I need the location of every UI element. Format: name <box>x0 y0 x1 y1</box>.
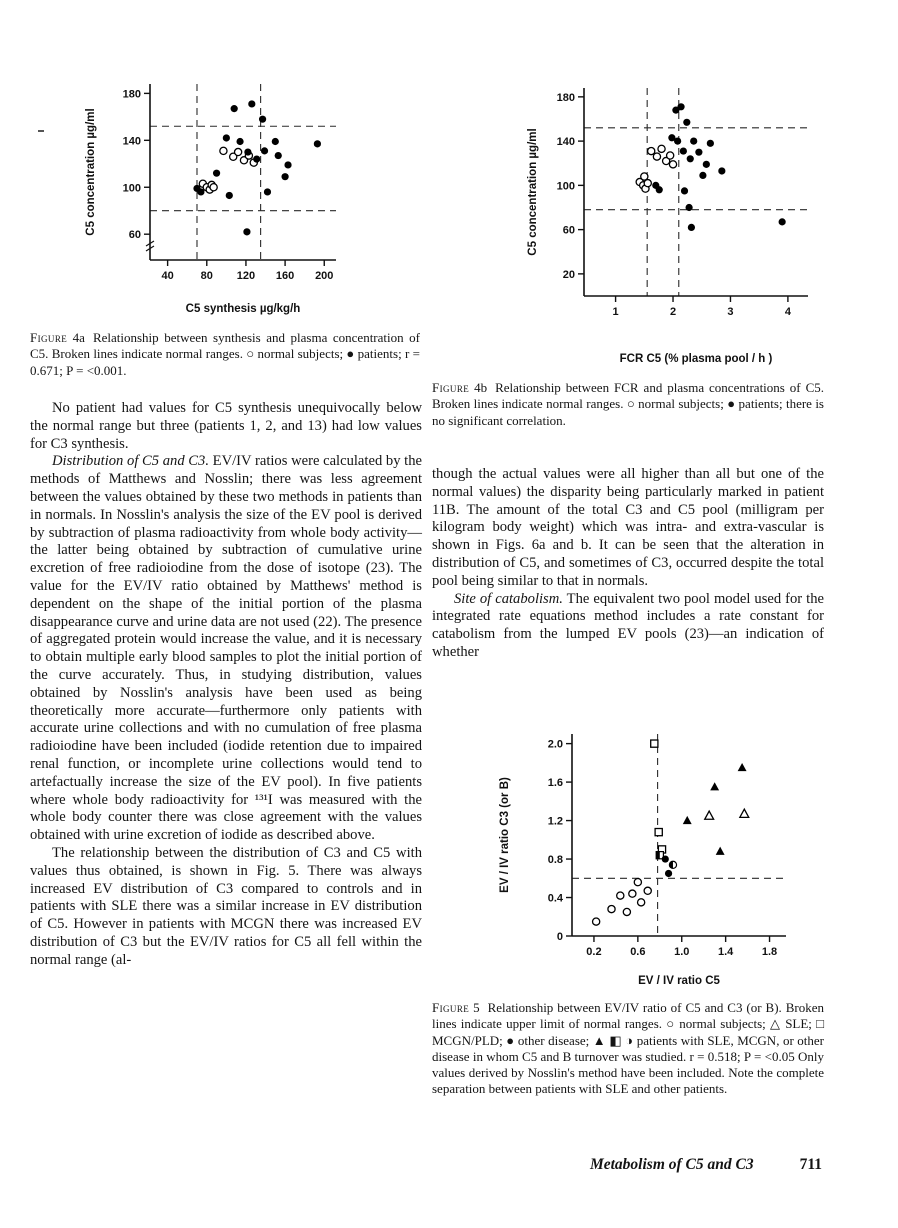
svg-text:140: 140 <box>122 135 141 148</box>
paragraph-body: The relationship between the distribution of C3 and C5 with values thus obtained, is shown in Fig. 5. There was always increased EV distribution of C3 compared to controls and in patients with SLE there was a similar increase in EV distribution of C5. However in patients with MCGN there was increased EV distribution of C3 but the EV/IV ratios for C5 all fell within the normal range (al- <box>30 844 422 968</box>
svg-text:4: 4 <box>784 306 791 318</box>
running-title: Metabolism of C5 and C3 <box>589 1156 754 1173</box>
svg-text:0.2: 0.2 <box>586 946 602 958</box>
svg-text:40: 40 <box>161 270 174 282</box>
svg-text:FCR C5 (% plasma pool / h ): FCR C5 (% plasma pool / h ) <box>619 353 773 365</box>
fig5-caption-number: 5 <box>473 1000 480 1015</box>
svg-text:100: 100 <box>556 180 575 193</box>
fig4a-caption <box>30 330 420 379</box>
svg-text:2.0: 2.0 <box>547 738 563 751</box>
paragraph <box>30 453 422 845</box>
fig5-scatter-plot <box>494 720 804 992</box>
svg-text:180: 180 <box>122 88 141 101</box>
svg-text:C5 concentration µg/ml: C5 concentration µg/ml <box>85 108 97 236</box>
print-artifact <box>38 130 44 132</box>
page-footer <box>432 1156 822 1174</box>
svg-text:200: 200 <box>315 270 334 282</box>
paragraph-body: though the actual values were all higher than all but one of the normal values) the disparity being particularly marked in patient 11B. The amount of the total C3 and C5 pool (milligram per kilogram body weight) which was intra- and extra-vascular is shown in Figs. 6a and b. It can be seen that the alteration in distribution of C5, and sometimes of C3, occurred despite the total pool being similar to that in normals. <box>432 466 824 589</box>
paragraph <box>432 591 824 662</box>
svg-text:1.0: 1.0 <box>674 946 690 958</box>
fig4b-scatter-plot <box>522 70 832 370</box>
svg-text:0.4: 0.4 <box>547 892 563 905</box>
fig4b-caption-label: Figure <box>432 380 470 395</box>
fig5-caption-text: Relationship between EV/IV ratio of C5 and C3 (or B). Broken lines indicate upper limit of normal ranges. ○ normal subjects; △ SLE; □ MCGN/PLD; ● other disease; ▲ ◧ ◑ patients with SLE, MCGN, or other disease in whom C5 and B turnover was studied. r = 0.518; P = <0.05 Only values derived by Nosslin's method have been included. Note the complete separation between patients with SLE and other patients. <box>432 1000 824 1097</box>
paragraph-body: The equivalent two pool model used for the integrated rate equations method includes a rate constant for catabolism from the lumped EV pools (23)—an indication of whether <box>432 590 824 660</box>
svg-text:0: 0 <box>556 931 563 943</box>
svg-text:120: 120 <box>236 270 256 282</box>
left-column <box>30 400 422 970</box>
fig4a-scatter-plot <box>80 70 350 320</box>
paragraph <box>30 400 422 453</box>
svg-text:20: 20 <box>562 268 575 281</box>
svg-text:1: 1 <box>612 306 619 318</box>
svg-text:80: 80 <box>200 270 213 282</box>
svg-text:C5 synthesis µg/kg/h: C5 synthesis µg/kg/h <box>185 303 301 315</box>
svg-text:0.6: 0.6 <box>630 946 646 958</box>
svg-text:1.2: 1.2 <box>547 815 563 828</box>
fig4a-caption-text: Relationship between synthesis and plasma concentration of C5. Broken lines indicate normal ranges. ○ normal subjects; ● patients; r = 0.671; P = <0.001. <box>30 330 420 378</box>
paragraph-lead: Site of catabolism. <box>454 590 563 607</box>
svg-text:EV / IV ratio C5: EV / IV ratio C5 <box>638 975 720 987</box>
svg-text:1.4: 1.4 <box>717 946 734 958</box>
svg-text:0.8: 0.8 <box>547 854 563 867</box>
svg-text:2: 2 <box>669 306 677 318</box>
fig5-caption-label: Figure <box>432 1000 470 1015</box>
fig4b-caption-text: Relationship between FCR and plasma concentrations of C5. Broken lines indicate normal ranges. ○ normal subjects; ● patients; there is no significant correlation. <box>432 380 824 428</box>
fig4a-caption-label: Figure <box>30 330 68 345</box>
fig4b-caption <box>432 380 824 429</box>
right-column <box>432 466 824 662</box>
fig5-caption <box>432 1000 824 1098</box>
paragraph-body: EV/IV ratios were calculated by the methods of Matthews and Nosslin; there was less agreement between the values obtained by these two methods in patients than in normals. In Nosslin's analysis the size of the EV pool is derived by subtraction of plasma radioactivity from whole body activity—the latter being obtained by subtraction of cumulative urine excretion of free radioiodine from the dose of isotope (23). The value for the EV/IV ratio obtained by Matthews' method is dependent on the shape of the initial portion of the plasma disappearance curve and urine data are not used (22). The presence of aggregated protein would increase the value, and it is necessary to obtain multiple early blood samples to plot the initial portion of the curve accurately. Thus, in studying distribution, values obtained by Nosslin's analysis have been used as being theoretically more accurate—furthermore only patients with accurate urine collections and with no cumulation of free plasma radioiodine have been included (iodide retention due to impaired renal function, or incomplete urine collections would tend to artefactually increase the size of the EV pool). In five patients where whole body radioactivity for ¹³¹I was measured with the whole body counter there was close agreement with the values obtained with urine excretion of iodide as described above. <box>30 453 423 844</box>
paragraph <box>30 845 422 970</box>
svg-text:140: 140 <box>556 136 575 149</box>
svg-text:1.8: 1.8 <box>761 946 778 958</box>
svg-text:180: 180 <box>556 91 575 104</box>
svg-text:3: 3 <box>727 306 734 318</box>
svg-text:160: 160 <box>275 270 295 282</box>
svg-text:60: 60 <box>562 224 575 237</box>
paragraph-body: No patient had values for C5 synthesis unequivocally below the normal range but three (patients 1, 2, and 13) had low values for C3 synthesis. <box>30 400 422 452</box>
svg-text:EV / IV ratio C3 (or B): EV / IV ratio C3 (or B) <box>499 777 511 893</box>
fig4b-caption-number: 4b <box>474 380 488 395</box>
svg-text:60: 60 <box>128 229 141 242</box>
page-number: 711 <box>799 1156 822 1173</box>
paragraph <box>432 466 824 591</box>
fig4a-caption-number: 4a <box>72 330 85 345</box>
svg-text:C5 concentration µg/ml: C5 concentration µg/ml <box>527 128 539 256</box>
svg-text:100: 100 <box>122 182 141 195</box>
paragraph-lead: Distribution of C5 and C3. <box>52 453 209 470</box>
svg-text:1.6: 1.6 <box>547 777 563 790</box>
